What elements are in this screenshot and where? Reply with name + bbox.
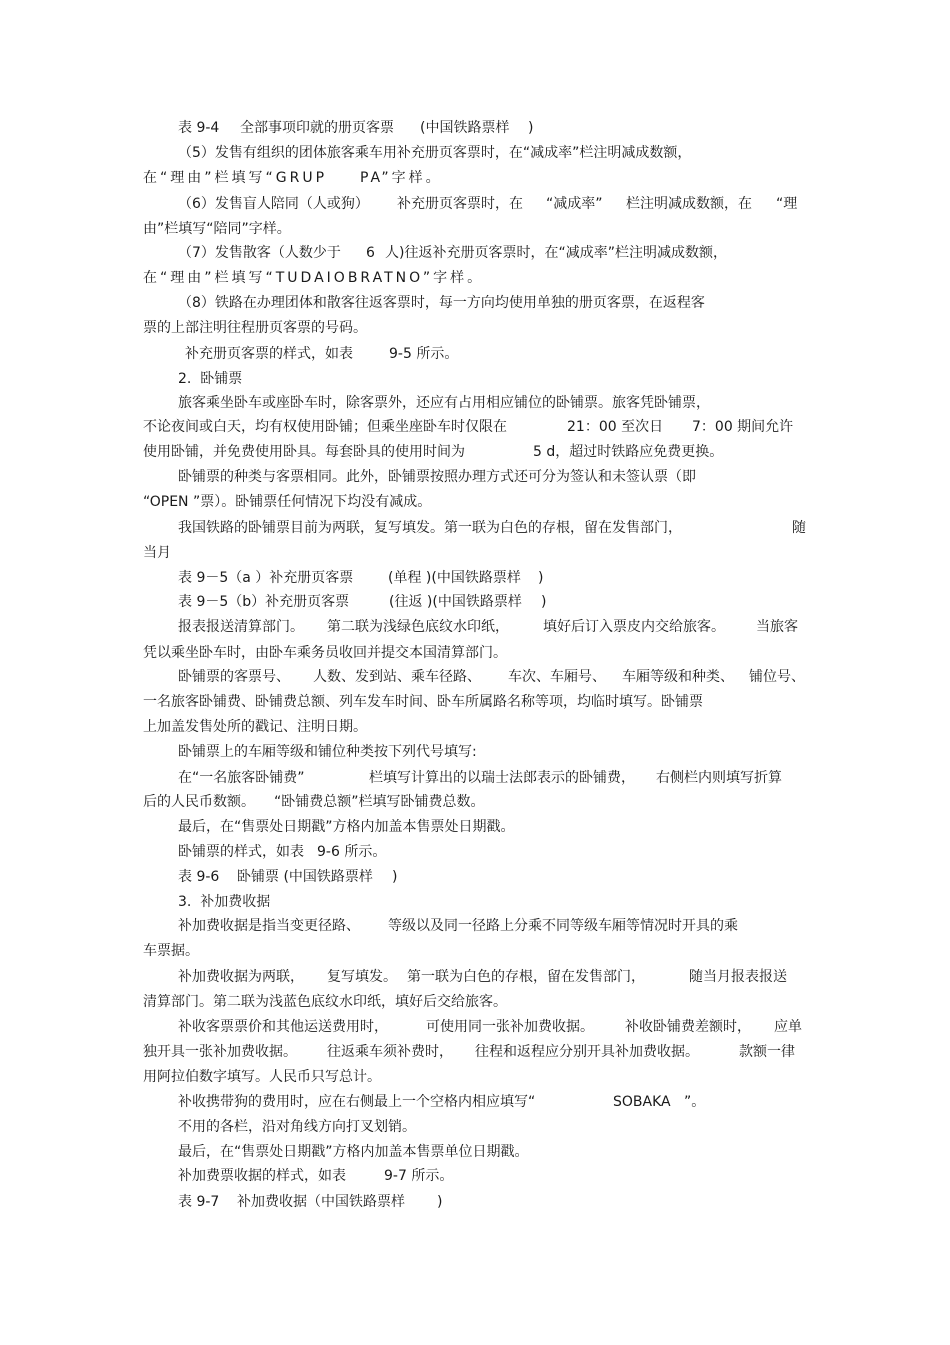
paragraph-line [0,666,950,688]
text-segment: 卧铺票 (中国铁路票样 [237,869,373,885]
text-segment: 补收客票票价和其他运送费用时， [178,1019,388,1035]
paragraph-line [0,193,950,215]
text-segment: ) [541,594,547,610]
text-segment: 表 9－5（b）补充册页客票 [178,594,350,610]
text-segment: 补收卧铺费差额时， [625,1019,751,1035]
text-segment: PA”字样。 [360,170,443,186]
paragraph-line [0,343,950,365]
text-segment: 补收携带狗的费用时，应在右侧最上一个空格内相应填写“ [178,1094,536,1110]
text-segment: （7）发售散客（人数少于 [178,245,341,261]
paragraph-line [0,242,950,264]
text-segment: 第一联为白色的存根，留在发售部门， [407,969,645,985]
text-segment: 我国铁路的卧铺票目前为两联，复写填发。第一联为白色的存根，留在发售部门， [178,520,682,536]
text-segment: 第二联为浅绿色底纹水印纸， [327,619,509,635]
text-segment: 用阿拉伯数字填写。人民币只写总计。 [143,1069,381,1085]
text-segment: 表 9-7 [178,1194,220,1210]
paragraph-line [0,542,950,564]
paragraph-line [0,167,950,189]
paragraph-line [0,841,950,863]
text-segment: 使用卧铺，并免费使用卧具。每套卧具的使用时间为 [143,444,465,460]
text-segment: 复写填发。 [327,969,397,985]
text-segment: 在“一名旅客卧铺费” [178,770,305,786]
paragraph-line [0,142,950,164]
section-heading [0,368,950,390]
text-segment: 补加费票收据的样式，如表 [178,1168,346,1184]
paragraph-line [0,991,950,1013]
text-segment: 补充册页客票时，在 [397,196,523,212]
text-segment: 卧铺票的样式，如表 [178,844,304,860]
text-segment: “减成率” [546,196,603,212]
text-segment: （6）发售盲人陪同（人或狗） [178,196,369,212]
text-segment: “OPEN ”票）。卧铺票任何情况下均没有减成。 [143,494,432,510]
table-caption-9-5a [0,567,950,589]
text-segment: 栏注明减成数额，在 [626,196,752,212]
text-segment: 随当月报表报送 [689,969,787,985]
paragraph-line [0,741,950,763]
paragraph-line [0,642,950,664]
text-segment: 右侧栏内则填写折算 [656,770,782,786]
paragraph-line [0,517,950,539]
text-segment: 在“理由”栏填写“GRUP [143,170,328,186]
text-segment: 不用的各栏，沿对角线方向打叉划销。 [178,1119,416,1135]
table-caption-9-7 [0,1191,950,1213]
text-segment: ) [437,1194,443,1210]
text-segment: 凭以乘坐卧车时，由卧车乘务员收回并提交本国清算部门。 [143,645,507,661]
paragraph-line [0,466,950,488]
text-segment: 表 9-6 [178,869,220,885]
paragraph-line [0,441,950,463]
text-segment: （8）铁路在办理团体和散客往返客票时，每一方向均使用单独的册页客票，在返程客 [178,295,705,311]
text-segment: 旅客乘坐卧车或座卧车时，除客票外，还应有占用相应铺位的卧铺票。旅客凭卧铺票， [178,395,710,411]
text-segment: 票的上部注明往程册页客票的号码。 [143,320,367,336]
text-segment: 等级以及同一径路上分乘不同等级车厢等情况时开具的乘 [388,918,738,934]
paragraph-line [0,691,950,713]
text-segment: 在“理由”栏填写“TUDAIOBRATNO”字样。 [143,270,485,286]
text-segment: 全部事项印就的册页客票 [240,120,394,136]
text-segment: 填好后订入票皮内交给旅客。 [543,619,725,635]
text-segment: 卧铺票的客票号、 [178,669,290,685]
text-segment: “理 [776,196,798,212]
text-segment: (中国铁路票样 [420,120,510,136]
text-segment: 9-7 所示。 [384,1168,454,1184]
text-segment: ”。 [684,1094,706,1110]
paragraph-line [0,1141,950,1163]
text-segment: 后的人民币数额。 [143,794,255,810]
text-segment: 款额一律 [739,1044,795,1060]
text-segment: 补加费收据为两联， [178,969,304,985]
paragraph-line [0,491,950,513]
text-segment: (往返 )(中国铁路票样 [389,594,522,610]
text-segment: 栏填写计算出的以瑞士法郎表示的卧铺费， [369,770,635,786]
text-segment: 9-6 所示。 [317,844,387,860]
text-segment: 可使用同一张补加费收据。 [426,1019,594,1035]
table-caption-9-6 [0,866,950,888]
text-segment: 卧铺票上的车厢等级和铺位种类按下列代号填写: [178,744,477,760]
table-caption-9-5b [0,591,950,613]
text-segment: 清算部门。第二联为浅蓝色底纹水印纸，填好后交给旅客。 [143,994,507,1010]
section-heading [0,891,950,913]
text-segment: 上加盖发售处所的戳记、注明日期。 [143,719,367,735]
text-segment: 一名旅客卧铺费、卧铺费总额、列车发车时间、卧车所属路名称等项，均临时填写。卧铺票 [143,694,703,710]
text-segment: 报表报送清算部门。 [178,619,304,635]
paragraph-line [0,317,950,339]
text-segment: ) [538,570,544,586]
text-segment: 人数、发到站、乘车径路、 [313,669,481,685]
paragraph-line [0,915,950,937]
text-segment: 6 [366,245,375,261]
text-segment: 往返乘车须补费时， [327,1044,453,1060]
text-segment: 2. 卧铺票 [178,371,243,387]
paragraph-line [0,416,950,438]
text-segment: 卧铺票的种类与客票相同。此外，卧铺票按照办理方式还可分为签认和未签认票（即 [178,469,696,485]
text-segment: 补充册页客票的样式，如表 [185,346,353,362]
text-segment: 车厢等级和种类、 [622,669,734,685]
paragraph-line [0,716,950,738]
text-segment: 最后，在“售票处日期戳”方格内加盖本售票处日期戳。 [178,819,515,835]
paragraph-line [0,1116,950,1138]
text-segment: (单程 )(中国铁路票样 [388,570,521,586]
text-segment: 当月 [143,545,171,561]
text-segment: 人)往返补充册页客票时，在“减成率”栏注明减成数额， [385,245,727,261]
text-segment: 铺位号、 [749,669,805,685]
table-caption-9-4 [0,117,950,139]
text-segment: 表 9－5（a ）补充册页客票 [178,570,354,586]
paragraph-line [0,1165,950,1187]
paragraph-line [0,218,950,240]
paragraph-line [0,1016,950,1038]
paragraph-line [0,1091,950,1113]
text-segment: ) [528,120,534,136]
text-segment: 9-5 所示。 [389,346,459,362]
text-segment: SOBAKA [613,1094,671,1110]
text-segment: 不论夜间或白天，均有权使用卧铺；但乘坐座卧车时仅限在 [143,419,507,435]
paragraph-line [0,292,950,314]
paragraph-line [0,392,950,414]
text-segment: 应单 [774,1019,802,1035]
text-segment: ) [392,869,398,885]
text-segment: 补加费收据是指当变更径路、 [178,918,360,934]
text-segment: 由”栏填写“陪同”字样。 [143,221,291,237]
paragraph-line [0,966,950,988]
text-segment: 最后，在“售票处日期戳”方格内加盖本售票单位日期戳。 [178,1144,529,1160]
text-segment: 5 d，超过时铁路应免费更换。 [533,444,724,460]
text-segment: 车次、车厢号、 [508,669,606,685]
text-segment: 往程和返程应分别开具补加费收据。 [475,1044,699,1060]
text-segment: 补加费收据（中国铁路票样 [237,1194,405,1210]
text-segment: “卧铺费总额”栏填写卧铺费总数。 [274,794,485,810]
paragraph-line [0,791,950,813]
text-segment: 7：00 期间允许 [692,419,794,435]
paragraph-line [0,816,950,838]
paragraph-line [0,940,950,962]
text-segment: （5）发售有组织的团体旅客乘车用补充册页客票时，在“减成率”栏注明减成数额， [178,145,692,161]
text-segment: 当旅客 [756,619,798,635]
text-segment: 表 9-4 [178,120,220,136]
paragraph-line [0,1066,950,1088]
text-segment: 21：00 至次日 [567,419,664,435]
text-segment: 3. 补加费收据 [178,894,271,910]
text-segment: 独开具一张补加费收据。 [143,1044,297,1060]
paragraph-line [0,1041,950,1063]
paragraph-line [0,267,950,289]
paragraph-line [0,767,950,789]
paragraph-line [0,616,950,638]
text-segment: 随 [792,520,806,536]
text-segment: 车票据。 [143,943,199,959]
